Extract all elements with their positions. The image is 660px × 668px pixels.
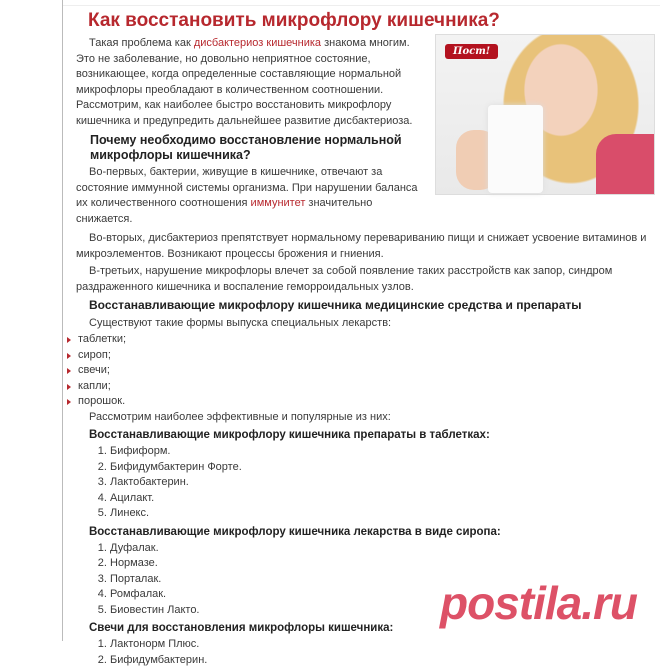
postila-watermark: postila.ru — [440, 577, 638, 629]
why-paragraph-2: Во-вторых, дисбактериоз препятствует нормальному перевариванию пищи и снижает усвоение витаминов и микроэлементов. Возникают процессы брожения и гниения. — [76, 232, 647, 260]
why-paragraph-3: В-третьих, нарушение микрофлоры влечет за собой появление таких расстройств как запор, синдром раздраженного кишечника и воспаление геморроидальных узлов. — [76, 265, 613, 293]
list-item: капли; — [65, 379, 655, 395]
consider-text: Рассмотрим наиболее эффективные и популярные из них: — [89, 410, 391, 423]
list-item: 5. Линекс. — [110, 506, 655, 522]
list-item: 3. Лактобактерин. — [110, 475, 655, 491]
list-item: 1. Бифиформ. — [110, 444, 655, 460]
top-divider — [62, 0, 660, 6]
article-photo[interactable] — [435, 34, 655, 195]
list-item: 3. Порталак. — [110, 572, 655, 588]
list-item: таблетки; — [65, 332, 655, 348]
syrup-heading: Восстанавливающие микрофлору кишечника лекарства в виде сиропа: — [89, 525, 501, 538]
list-item: порошок. — [65, 394, 655, 410]
meds-heading: Восстанавливающие микрофлору кишечника медицинские средства и препараты — [89, 298, 582, 312]
list-item: свечи; — [65, 363, 655, 379]
p1-text-rest: значительно снижается. — [76, 197, 373, 225]
list-item: 1. Дуфалак. — [110, 541, 655, 557]
p1-text: Во-первых, бактерии, живущие в кишечнике, отвечают за состояние иммунной системы организма. При нарушении баланса их количественного соотношения — [76, 166, 418, 209]
list-item: 4. Ромфалак. — [110, 587, 655, 603]
tablets-heading: Восстанавливающие микрофлору кишечника препараты в таблетках: — [89, 429, 490, 442]
article — [63, 8, 655, 668]
list-item: 2. Нормазе. — [110, 556, 655, 572]
tablets-list — [76, 444, 655, 522]
dysbacteriosis-link[interactable]: дисбактериоз кишечника — [193, 37, 322, 49]
intro-text-rest: знакома многим. Это не заболевание, но довольно неприятное состояние, возникающее, когда определенные составляющие нормальной микрофлоры преобладают в количественном соотношении. Рассмотрим, как наиболее быстро восстановить микрофлору кишечника и предупредить дальнейшее развитие дисбактериоза. — [76, 37, 413, 127]
photo-milk-glass — [488, 105, 543, 193]
why-heading: Почему необходимо восстановление нормальной микрофлоры кишечника? — [90, 133, 402, 162]
suppositories-heading: Свечи для восстановления микрофлоры кишечника: — [89, 622, 394, 635]
forms-intro: Существуют такие формы выпуска специальных лекарств: — [89, 316, 392, 329]
list-item: 4. Ацилакт. — [110, 491, 655, 507]
forms-list — [65, 332, 655, 410]
list-item: 2. Бифидумбактерин Форте. — [110, 460, 655, 476]
intro-text: Такая проблема как — [89, 37, 194, 49]
article-title: Как восстановить микрофлору кишечника? — [88, 10, 500, 31]
list-item: 1. Лактонорм Плюс. — [110, 637, 655, 653]
photo-shirt — [596, 134, 654, 194]
suppositories-list — [76, 637, 655, 668]
list-item: 2. Бифидумбактерин. — [110, 653, 655, 668]
post-badge: Пост! — [445, 44, 498, 59]
list-item: 5. Биовестин Лакто. — [110, 603, 655, 619]
list-item: сироп; — [65, 348, 655, 364]
immunity-link[interactable]: иммунитет — [250, 197, 306, 209]
